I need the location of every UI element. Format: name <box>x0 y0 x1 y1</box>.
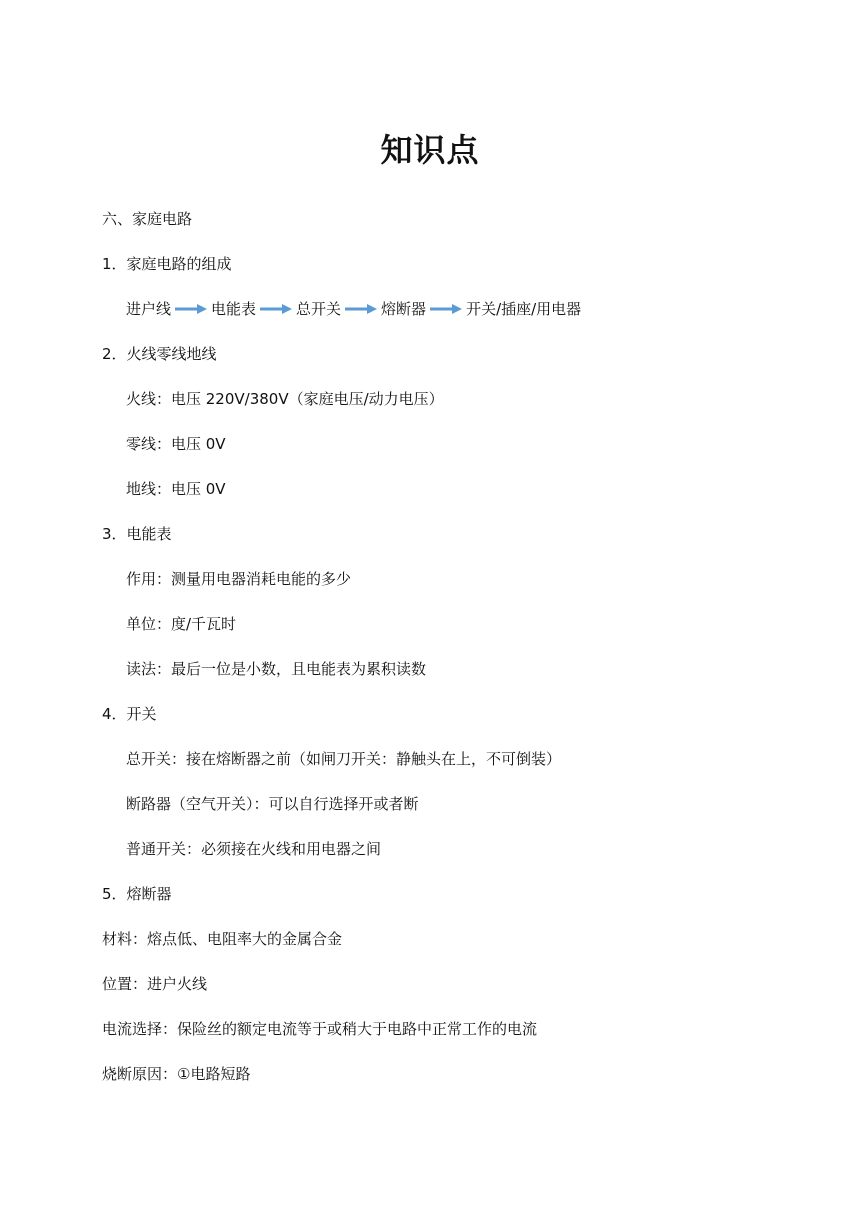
fuse-cause-text: 烧断原因：①电路短路 <box>102 1065 251 1083</box>
heading-4: 4．开关 <box>102 705 157 723</box>
meter-use-text: 作用：测量用电器消耗电能的多少 <box>126 570 352 588</box>
flow-step-3: 总开关 <box>296 300 342 318</box>
right-arrow-icon <box>430 303 462 315</box>
flow-step-5: 开关/插座/用电器 <box>466 300 582 318</box>
composition-flow <box>126 299 581 319</box>
right-arrow-icon <box>260 303 292 315</box>
flow-step-1: 进户线 <box>126 300 172 318</box>
normal-switch-text: 普通开关：必须接在火线和用电器之间 <box>126 840 382 858</box>
heading-3: 3．电能表 <box>102 525 172 543</box>
breaker-text: 断路器（空气开关）：可以自行选择开或者断 <box>126 795 419 813</box>
live-wire-text: 火线：电压 220V/380V（家庭电压/动力电压） <box>126 390 444 408</box>
flow-step-4: 熔断器 <box>381 300 427 318</box>
page-title: 知识点 <box>380 131 480 169</box>
heading-2: 2．火线零线地线 <box>102 345 217 363</box>
meter-unit-text: 单位：度/千瓦时 <box>126 615 237 633</box>
neutral-wire-text: 零线：电压 0V <box>126 435 226 453</box>
main-switch-text: 总开关：接在熔断器之前（如闸刀开关：静触头在上，不可倒装） <box>126 750 562 768</box>
fuse-position-text: 位置：进户火线 <box>102 975 208 993</box>
flow-step-2: 电能表 <box>211 300 257 318</box>
fuse-current-text: 电流选择：保险丝的额定电流等于或稍大于电路中正常工作的电流 <box>102 1020 538 1038</box>
ground-wire-text: 地线：电压 0V <box>126 480 226 498</box>
meter-reading-text: 读法：最后一位是小数，且电能表为累积读数 <box>126 660 427 678</box>
right-arrow-icon <box>345 303 377 315</box>
right-arrow-icon <box>175 303 207 315</box>
section-heading: 六、家庭电路 <box>102 210 193 228</box>
heading-5: 5．熔断器 <box>102 885 172 903</box>
heading-1: 1．家庭电路的组成 <box>102 255 232 273</box>
fuse-material-text: 材料：熔点低、电阻率大的金属合金 <box>102 930 343 948</box>
